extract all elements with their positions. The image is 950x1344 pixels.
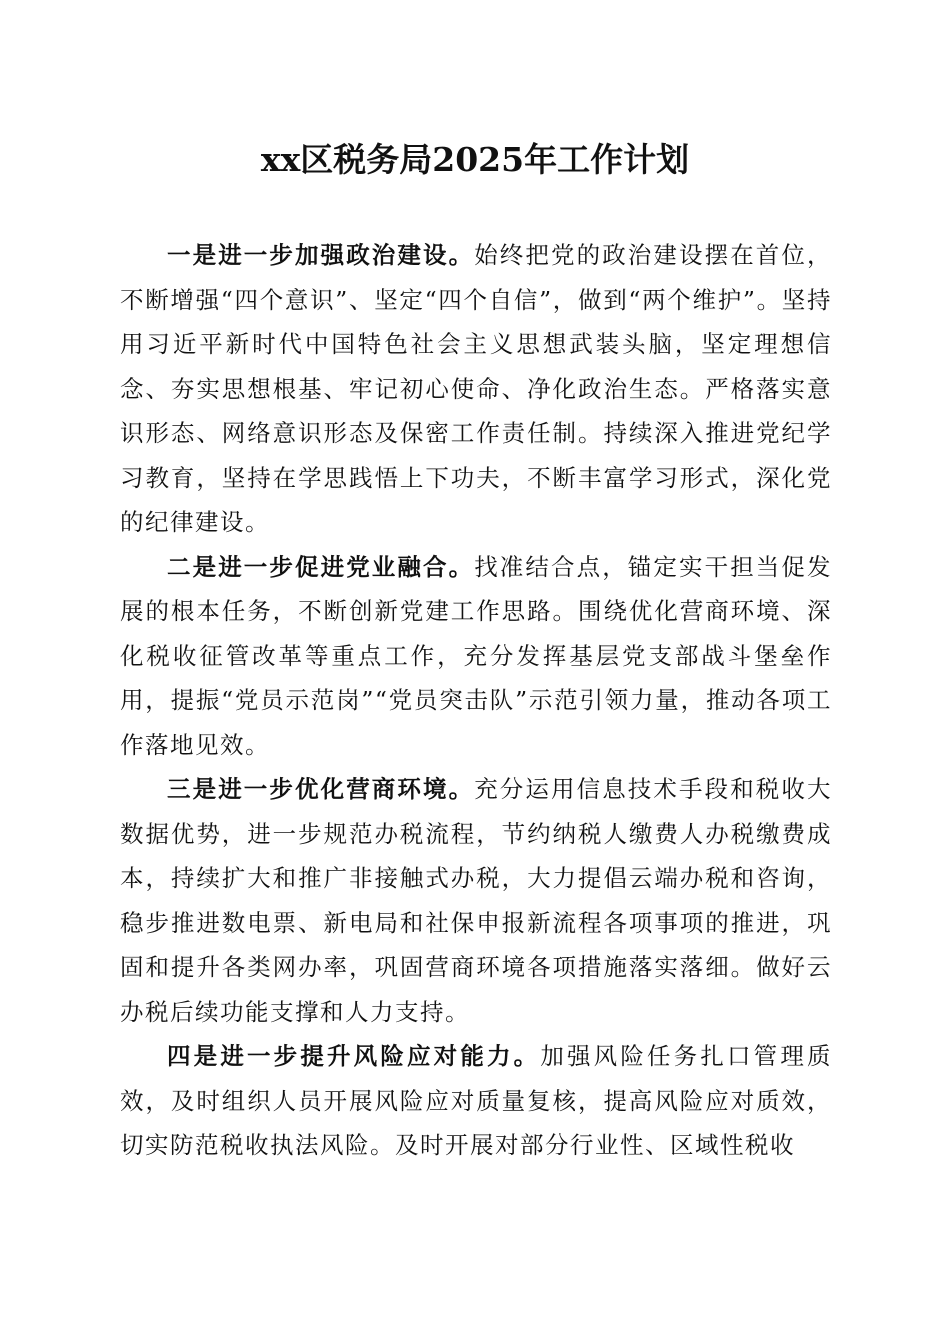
document-title: xx区税务局2025年工作计划: [260, 140, 690, 179]
paragraph-party-business-integration: [120, 545, 832, 768]
paragraph-lead: 一是进一步加强政治建设。: [167, 241, 475, 269]
paragraph-business-environment: [120, 767, 832, 1034]
paragraph-text: 加强风险任务扎口管理质效，及时组织人员开展风险应对质量复核，提高风险应对质效，切实防范税收执法风险。及时开展对部分行业性、区域性税收: [120, 1042, 833, 1159]
paragraph-lead: 四是进一步提升风险应对能力。: [167, 1042, 541, 1070]
paragraph-text: 始终把党的政治建设摆在首位，不断增强“四个意识”、坚定“四个自信”，做到“两个维护”。坚持用习近平新时代中国特色社会主义思想武装头脑，坚定理想信念、夯实思想根基、牢记初心使命、净化政治生态。严格落实意识形态、网络意识形态及保密工作责任制。持续深入推进党纪学习教育，坚持在学思践悟上下功夫，不断丰富学习形式，深化党的纪律建设。: [120, 241, 833, 536]
paragraph-text: 充分运用信息技术手段和税收大数据优势，进一步规范办税流程，节约纳税人缴费人办税缴费成本，持续扩大和推广非接触式办税，大力提倡云端办税和咨询，稳步推进数电票、新电局和社保申报新流程各项事项的推进，巩固和提升各类网办率，巩固营商环境各项措施落实落细。做好云办税后续功能支撑和人力支持。: [120, 775, 833, 1026]
paragraph-risk-response: [120, 1034, 832, 1168]
paragraph-text: 找准结合点，锚定实干担当促发展的根本任务，不断创新党建工作思路。围绕优化营商环境、深化税收征管改革等重点工作，充分发挥基层党支部战斗堡垒作用，提振“党员示范岗”“党员突击队”示范引领力量，推动各项工作落地见效。: [120, 552, 833, 759]
paragraph-lead: 二是进一步促进党业融合。: [167, 552, 475, 581]
paragraph-political-building: [120, 233, 832, 545]
paragraph-lead: 三是进一步优化营商环境。: [167, 775, 475, 803]
document-body: [120, 233, 832, 1168]
